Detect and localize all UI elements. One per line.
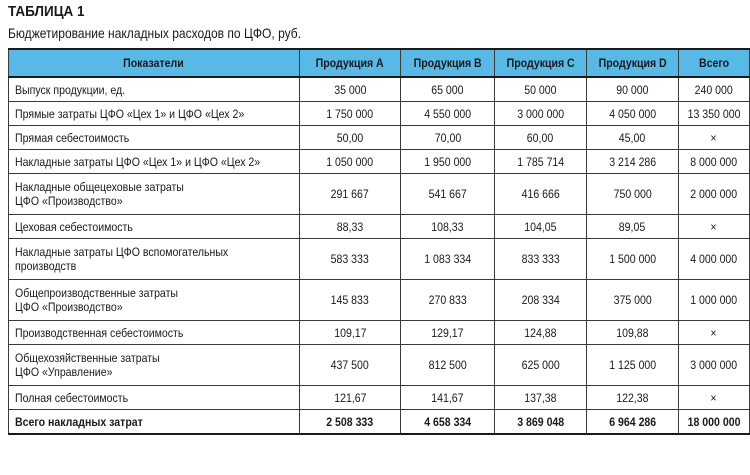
cell-product-d: 122,38 bbox=[586, 386, 678, 410]
cell-product-b: 270 833 bbox=[401, 280, 495, 321]
row-label: Выпуск продукции, ед. bbox=[9, 77, 300, 102]
cell-product-a: 583 333 bbox=[299, 239, 401, 280]
total-row bbox=[9, 410, 750, 435]
cell-product-b: 141,67 bbox=[401, 386, 495, 410]
cell-total: × bbox=[678, 215, 749, 239]
header-row bbox=[9, 49, 750, 77]
cell-product-d: 89,05 bbox=[586, 215, 678, 239]
row-label: Прямые затраты ЦФО «Цех 1» и ЦФО «Цех 2» bbox=[9, 102, 300, 126]
cell-product-c: 208 334 bbox=[495, 280, 586, 321]
cell-product-d: 45,00 bbox=[586, 126, 678, 150]
cell-product-a: 1 050 000 bbox=[299, 150, 401, 174]
cell-product-b: 108,33 bbox=[401, 215, 495, 239]
cell-product-c: 137,38 bbox=[495, 386, 586, 410]
cell-product-b: 70,00 bbox=[401, 126, 495, 150]
cell-product-c: 1 785 714 bbox=[495, 150, 586, 174]
cell-total: 3 000 000 bbox=[678, 345, 749, 386]
table-row bbox=[9, 150, 750, 174]
cell-total: × bbox=[678, 386, 749, 410]
row-label: Накладные общецеховые затраты ЦФО «Производство» bbox=[9, 174, 300, 215]
cell-product-c: 416 666 bbox=[495, 174, 586, 215]
cell-total: 8 000 000 bbox=[678, 150, 749, 174]
header-product-d: Продукция D bbox=[586, 49, 678, 77]
cell-product-a: 35 000 bbox=[299, 77, 401, 102]
cell-product-b: 4 550 000 bbox=[401, 102, 495, 126]
table-row bbox=[9, 386, 750, 410]
cell-product-c: 104,05 bbox=[495, 215, 586, 239]
cell-product-d: 6 964 286 bbox=[586, 410, 678, 435]
row-label: Общепроизводственные затраты ЦФО «Производство» bbox=[9, 280, 300, 321]
table-row bbox=[9, 126, 750, 150]
row-label: Производственная себестоимость bbox=[9, 321, 300, 345]
cell-product-b: 812 500 bbox=[401, 345, 495, 386]
cell-product-c: 3 000 000 bbox=[495, 102, 586, 126]
cell-product-c: 625 000 bbox=[495, 345, 586, 386]
table-row bbox=[9, 77, 750, 102]
cell-product-b: 541 667 bbox=[401, 174, 495, 215]
cell-total: 2 000 000 bbox=[678, 174, 749, 215]
cell-product-d: 3 214 286 bbox=[586, 150, 678, 174]
cell-product-a: 437 500 bbox=[299, 345, 401, 386]
header-total: Всего bbox=[678, 49, 749, 77]
cell-product-d: 375 000 bbox=[586, 280, 678, 321]
header-indicators: Показатели bbox=[9, 49, 300, 77]
cell-total: 240 000 bbox=[678, 77, 749, 102]
table-row bbox=[9, 215, 750, 239]
cell-product-b: 129,17 bbox=[401, 321, 495, 345]
cell-product-b: 4 658 334 bbox=[401, 410, 495, 435]
overhead-budget-table bbox=[8, 48, 750, 435]
row-label: Накладные затраты ЦФО вспомогательных производств bbox=[9, 239, 300, 280]
header-product-a: Продукция А bbox=[299, 49, 401, 77]
cell-product-c: 124,88 bbox=[495, 321, 586, 345]
cell-total: 13 350 000 bbox=[678, 102, 749, 126]
table-row bbox=[9, 321, 750, 345]
cell-total: × bbox=[678, 126, 749, 150]
cell-product-b: 1 083 334 bbox=[401, 239, 495, 280]
cell-product-a: 50,00 bbox=[299, 126, 401, 150]
cell-product-b: 65 000 bbox=[401, 77, 495, 102]
cell-product-a: 291 667 bbox=[299, 174, 401, 215]
row-label: Общехозяйственные затраты ЦФО «Управление» bbox=[9, 345, 300, 386]
table-row bbox=[9, 239, 750, 280]
table-subtitle: Бюджетирование накладных расходов по ЦФО, руб. bbox=[8, 25, 302, 41]
cell-product-a: 88,33 bbox=[299, 215, 401, 239]
header-product-c: Продукция C bbox=[495, 49, 586, 77]
cell-total: 4 000 000 bbox=[678, 239, 749, 280]
cell-product-a: 2 508 333 bbox=[299, 410, 401, 435]
cell-product-c: 3 869 048 bbox=[495, 410, 586, 435]
cell-total: 18 000 000 bbox=[678, 410, 749, 435]
row-label: Накладные затраты ЦФО «Цех 1» и ЦФО «Цех 2» bbox=[9, 150, 300, 174]
row-label: Прямая себестоимость bbox=[9, 126, 300, 150]
cell-product-c: 50 000 bbox=[495, 77, 586, 102]
cell-product-b: 1 950 000 bbox=[401, 150, 495, 174]
cell-product-d: 90 000 bbox=[586, 77, 678, 102]
cell-product-a: 109,17 bbox=[299, 321, 401, 345]
table-row bbox=[9, 345, 750, 386]
cell-product-d: 4 050 000 bbox=[586, 102, 678, 126]
cell-product-a: 121,67 bbox=[299, 386, 401, 410]
table-row bbox=[9, 174, 750, 215]
row-label: Полная себестоимость bbox=[9, 386, 300, 410]
row-label: Всего накладных затрат bbox=[9, 410, 300, 435]
cell-product-d: 109,88 bbox=[586, 321, 678, 345]
cell-product-d: 1 500 000 bbox=[586, 239, 678, 280]
row-label: Цеховая себестоимость bbox=[9, 215, 300, 239]
cell-product-c: 60,00 bbox=[495, 126, 586, 150]
header-product-b: Продукция B bbox=[401, 49, 495, 77]
cell-product-c: 833 333 bbox=[495, 239, 586, 280]
cell-total: × bbox=[678, 321, 749, 345]
table-row bbox=[9, 102, 750, 126]
table-row bbox=[9, 280, 750, 321]
cell-product-d: 1 125 000 bbox=[586, 345, 678, 386]
cell-product-d: 750 000 bbox=[586, 174, 678, 215]
cell-total: 1 000 000 bbox=[678, 280, 749, 321]
table-caption: ТАБЛИЦА 1 bbox=[8, 3, 85, 20]
cell-product-a: 1 750 000 bbox=[299, 102, 401, 126]
cell-product-a: 145 833 bbox=[299, 280, 401, 321]
